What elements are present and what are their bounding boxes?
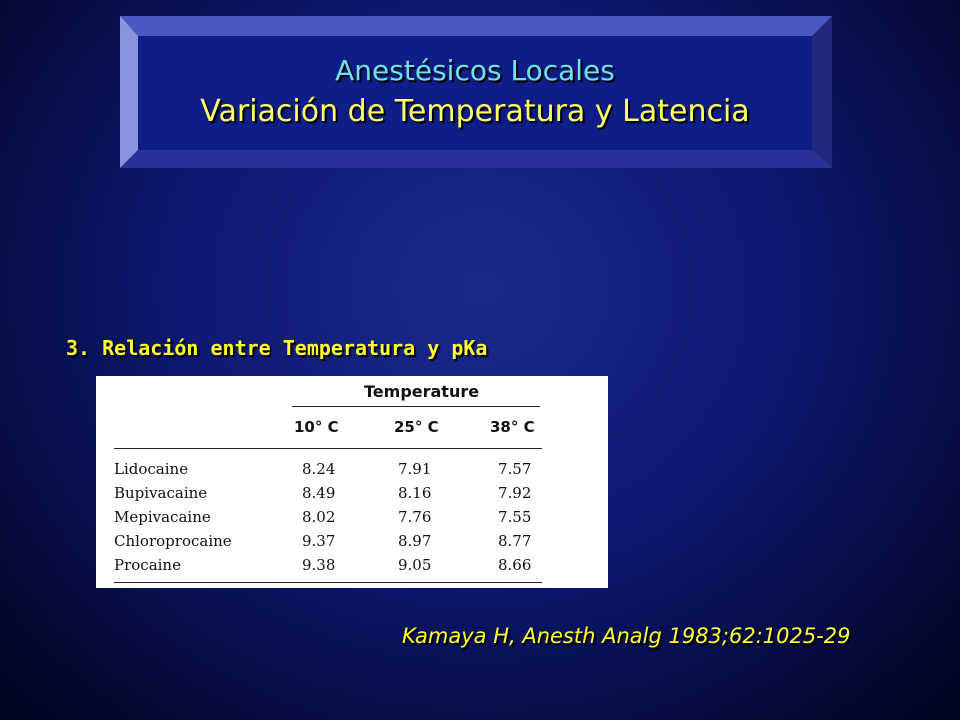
cell-value: 7.57 (498, 460, 532, 478)
title-box-bevel-left (120, 16, 138, 168)
row-label: Bupivacaine (114, 484, 208, 502)
cell-value: 8.02 (302, 508, 336, 526)
row-label: Lidocaine (114, 460, 189, 478)
row-label: Chloroprocaine (114, 532, 232, 550)
cell-value: 7.55 (498, 508, 532, 526)
column-header-25c: 25° C (394, 418, 439, 436)
cell-value: 8.77 (498, 532, 532, 550)
cell-value: 8.97 (398, 532, 432, 550)
cell-value: 9.37 (302, 532, 336, 550)
column-header-10c: 10° C (294, 418, 339, 436)
row-label: Mepivacaine (114, 508, 211, 526)
title-box-bevel-right (812, 16, 832, 168)
cell-value: 8.49 (302, 484, 336, 502)
table-bottom-rule (114, 582, 542, 583)
cell-value: 9.38 (302, 556, 336, 574)
cell-value: 7.92 (498, 484, 532, 502)
cell-value: 8.66 (498, 556, 532, 574)
citation: Kamaya H, Anesth Analg 1983;62:1025-29 (402, 624, 851, 648)
cell-value: 9.05 (398, 556, 432, 574)
column-header-38c: 38° C (490, 418, 535, 436)
title-box (120, 16, 832, 168)
title-box-bevel-bottom (120, 150, 832, 168)
slide-subtitle: Variación de Temperatura y Latencia (200, 94, 750, 129)
table-group-header: Temperature (364, 382, 480, 401)
cell-value: 8.16 (398, 484, 432, 502)
cell-value: 7.91 (398, 460, 432, 478)
group-header-rule (292, 406, 540, 407)
row-label: Procaine (114, 556, 181, 574)
section-heading: 3. Relación entre Temperatura y pKa (66, 336, 488, 360)
title-box-face (138, 36, 812, 150)
cell-value: 7.76 (398, 508, 432, 526)
slide-title: Anestésicos Locales (335, 54, 615, 87)
pka-temperature-table (96, 376, 608, 588)
column-header-rule (114, 448, 542, 449)
cell-value: 8.24 (302, 460, 336, 478)
